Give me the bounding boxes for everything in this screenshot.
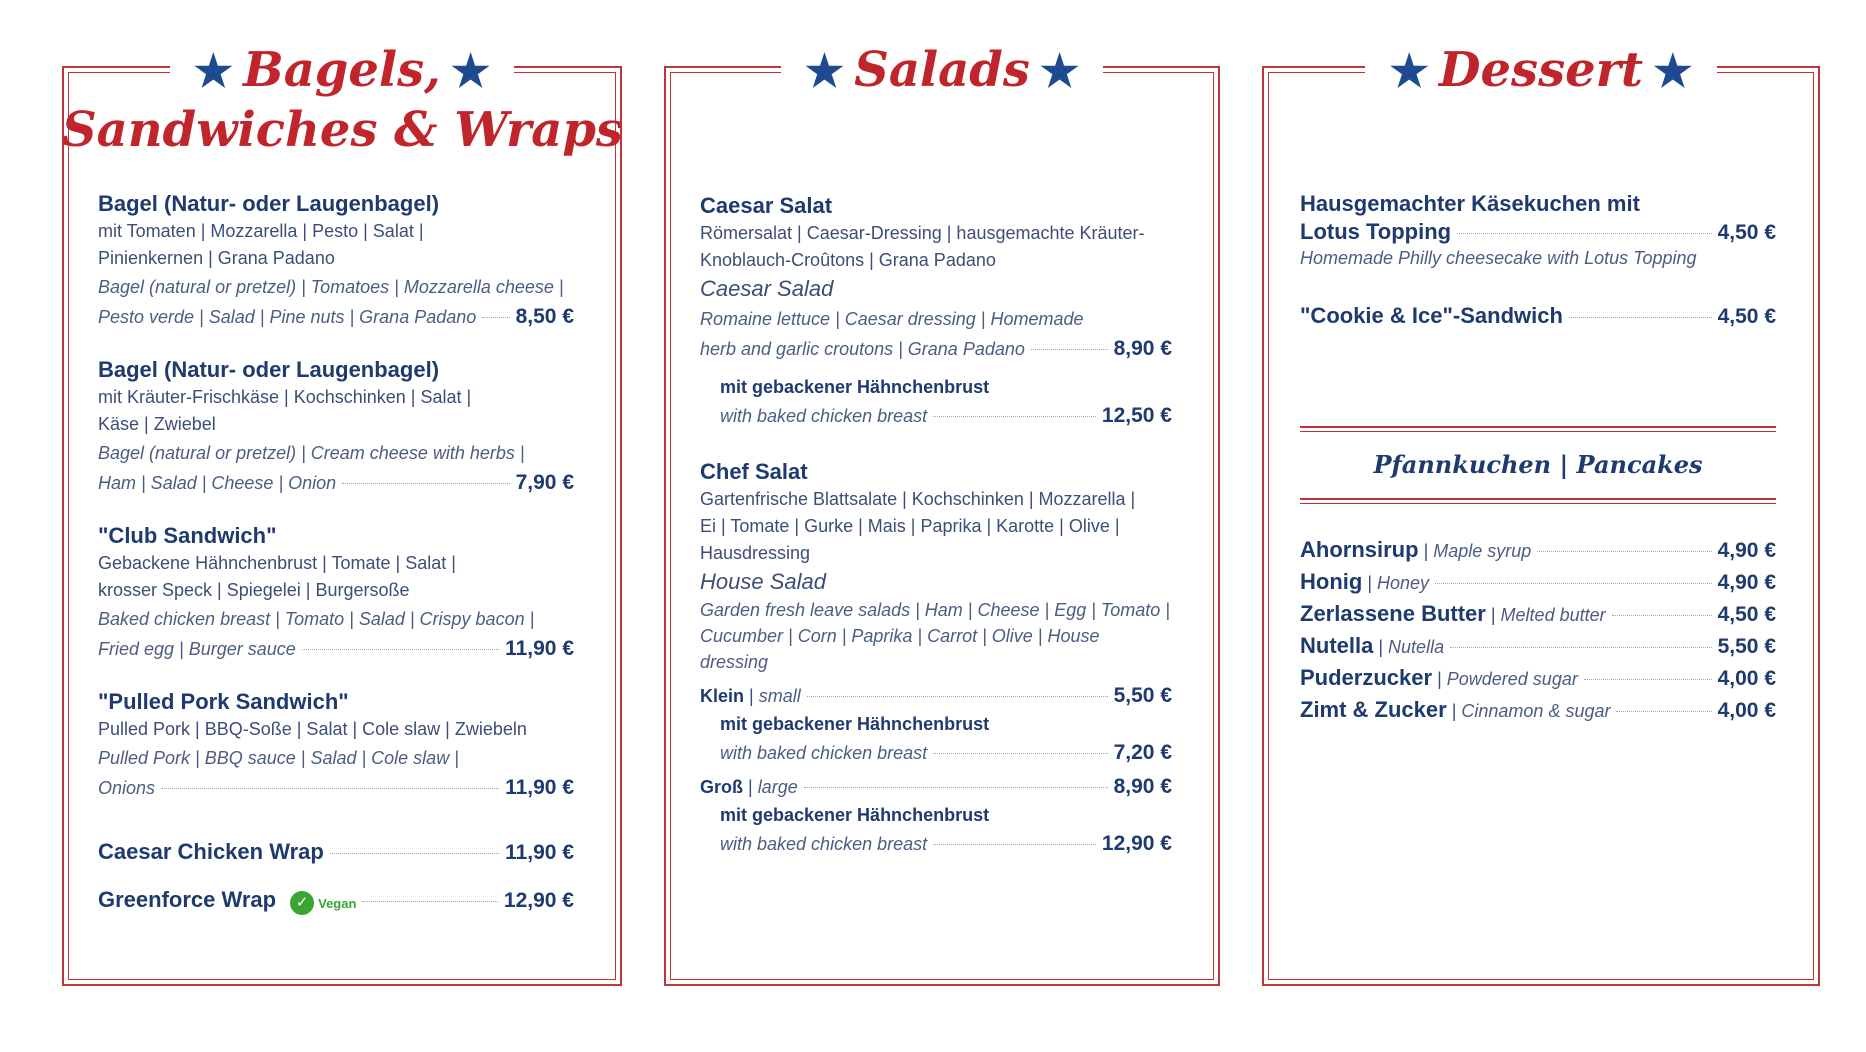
menu-item — [1300, 302, 1776, 330]
item-price: 4,00 € — [1717, 667, 1776, 690]
item-description-en: Fried egg | Burger sauce — [98, 639, 296, 659]
section-divider — [1300, 431, 1776, 432]
pancake-item — [1300, 632, 1776, 664]
dot-leader — [933, 753, 1107, 754]
salads-title-text: Salads — [854, 42, 1030, 98]
dot-leader — [161, 788, 499, 789]
item-price: 4,50 € — [1717, 305, 1776, 328]
dot-leader — [302, 649, 499, 650]
item-description-en: Ham | Salad | Cheese | Onion — [98, 473, 337, 493]
dot-leader — [1569, 317, 1712, 318]
item-description-de: Römersalat | Caesar-Dressing | hausgemachte Kräuter- — [700, 223, 1145, 243]
vegan-label: Vegan — [318, 895, 357, 911]
item-description-de: krosser Speck | Spiegelei | Burgersoße — [98, 580, 410, 600]
item-name: Nutella — [1300, 633, 1374, 658]
separator: | — [1362, 573, 1378, 593]
dessert-header — [1262, 42, 1820, 100]
item-description-de: Käse | Zwiebel — [98, 414, 216, 434]
addon-description-en: with baked chicken breast — [720, 743, 928, 763]
item-name: Ahornsirup — [1300, 537, 1419, 562]
item-description-en: Bagel (natural or pretzel) | Tomatoes | Mozzarella cheese | — [98, 277, 564, 297]
item-name: "Pulled Pork Sandwich" — [98, 689, 349, 714]
dot-leader — [1435, 583, 1712, 584]
dot-leader — [1031, 349, 1108, 350]
item-name-en: Powdered sugar — [1446, 669, 1578, 689]
menu-item — [98, 522, 574, 664]
section-divider — [1300, 503, 1776, 504]
dot-leader — [1537, 551, 1711, 552]
size-option — [700, 681, 1172, 711]
size-label: Klein — [700, 686, 745, 706]
addon-price: 12,90 € — [1101, 832, 1172, 855]
menu-item — [98, 190, 574, 332]
item-price: 4,50 € — [1717, 603, 1776, 626]
item-name: Caesar Salat — [700, 193, 833, 218]
item-name: Bagel (Natur- oder Laugenbagel) — [98, 357, 440, 382]
item-price: 5,50 € — [1717, 635, 1776, 658]
star-icon: ★ — [1653, 46, 1693, 97]
star-icon: ★ — [1039, 46, 1080, 97]
item-name: Zerlassene Butter — [1300, 601, 1486, 626]
item-name-en: Nutella — [1388, 637, 1445, 657]
item-description-en: Baked chicken breast | Tomato | Salad | Crispy bacon | — [98, 609, 535, 629]
item-name: Bagel (Natur- oder Laugenbagel) — [98, 191, 440, 216]
item-price: 7,90 € — [515, 471, 574, 494]
section-divider — [1300, 426, 1776, 428]
item-price: 8,90 € — [1113, 775, 1172, 798]
star-icon: ★ — [804, 46, 845, 97]
star-icon: ★ — [1389, 46, 1429, 97]
item-description-en: Cucumber | Corn | Paprika | Carrot | Olive | House dressing — [700, 626, 1100, 672]
dot-leader — [1616, 711, 1711, 712]
item-price: 4,90 € — [1717, 539, 1776, 562]
item-name-en: House Salad — [700, 569, 826, 594]
bagels-header — [62, 42, 622, 158]
item-price: 5,50 € — [1113, 684, 1172, 707]
item-price: 4,50 € — [1717, 221, 1776, 244]
vegan-check-icon: ✓ — [290, 891, 314, 915]
menu-item — [700, 458, 1172, 859]
pancake-item — [1300, 664, 1776, 696]
dessert-title-text: Dessert — [1438, 42, 1644, 98]
dot-leader — [933, 416, 1096, 417]
menu-item — [1300, 190, 1776, 270]
item-name: "Club Sandwich" — [98, 523, 277, 548]
dot-leader — [342, 483, 509, 484]
dot-leader — [1612, 615, 1712, 616]
star-icon: ★ — [450, 46, 491, 97]
item-description-de: mit Tomaten | Mozzarella | Pesto | Salat | — [98, 221, 424, 241]
item-name: Puderzucker — [1300, 665, 1433, 690]
size-label-en: small — [758, 686, 801, 706]
item-name-en: Cinnamon & sugar — [1461, 701, 1611, 721]
item-price: 8,50 € — [515, 305, 574, 328]
item-description-de: Gebackene Hähnchenbrust | Tomate | Salat | — [98, 553, 456, 573]
dot-leader — [804, 787, 1108, 788]
item-description-de: Knoblauch-Croûtons | Grana Padano — [700, 250, 996, 270]
separator: | — [1485, 605, 1501, 625]
separator: | — [1432, 669, 1447, 689]
dot-leader — [482, 317, 509, 318]
item-description-en: Bagel (natural or pretzel) | Cream cheese with herbs | — [98, 443, 525, 463]
separator: | — [1446, 701, 1462, 721]
pancake-item — [1300, 568, 1776, 600]
item-price: 12,90 € — [503, 889, 574, 912]
item-description-en: Homemade Philly cheesecake with Lotus Topping — [1300, 248, 1697, 268]
item-description-de: Pulled Pork | BBQ-Soße | Salat | Cole slaw | Zwiebeln — [98, 719, 527, 739]
item-price: 4,90 € — [1717, 571, 1776, 594]
dot-leader — [362, 901, 498, 902]
item-name: "Cookie & Ice"-Sandwich — [1300, 303, 1563, 328]
addon-name: mit gebackener Hähnchenbrust — [720, 377, 990, 397]
item-price: 4,00 € — [1717, 699, 1776, 722]
item-price: 11,90 € — [505, 841, 574, 864]
bagels-title — [184, 42, 501, 100]
dot-leader — [1584, 679, 1712, 680]
item-description-de: mit Kräuter-Frischkäse | Kochschinken | Salat | — [98, 387, 472, 407]
salads-header — [664, 42, 1220, 100]
item-name: Chef Salat — [700, 459, 808, 484]
item-name-en: Melted butter — [1500, 605, 1606, 625]
item-name: Zimt & Zucker — [1300, 697, 1447, 722]
menu-item — [98, 886, 574, 915]
addon-price: 7,20 € — [1113, 741, 1172, 764]
menu-item — [98, 838, 574, 866]
item-description-en: Garden fresh leave salads | Ham | Cheese | Egg | Tomato | — [700, 600, 1170, 620]
addon-name: mit gebackener Hähnchenbrust — [720, 805, 990, 825]
separator: | — [743, 777, 758, 797]
dot-leader — [330, 853, 499, 854]
dot-leader — [1450, 647, 1712, 648]
star-icon: ★ — [193, 46, 234, 97]
vegan-badge — [290, 891, 356, 915]
item-description-en: Onions — [98, 778, 156, 798]
size-label-en: large — [757, 777, 798, 797]
item-description-de: Gartenfrische Blattsalate | Kochschinken | Mozzarella | — [700, 489, 1136, 509]
item-description-en: herb and garlic croutons | Grana Padano — [700, 339, 1025, 359]
pancake-item — [1300, 536, 1776, 568]
item-name: Hausgemachter Käsekuchen mit — [1300, 191, 1640, 216]
pancakes-list — [1300, 536, 1776, 728]
dessert-panel — [1262, 42, 1820, 986]
size-label: Groß — [700, 777, 743, 797]
item-name: Caesar Chicken Wrap — [98, 839, 324, 864]
separator: | — [1418, 541, 1434, 561]
bagels-panel — [62, 42, 623, 986]
separator: | — [744, 686, 759, 706]
pancakes-heading: Pfannkuchen | Pancakes — [1373, 450, 1703, 479]
dot-leader — [1457, 233, 1712, 234]
addon-description-en: with baked chicken breast — [720, 406, 928, 426]
dot-leader — [807, 696, 1108, 697]
separator: | — [1373, 637, 1389, 657]
item-name-en: Caesar Salad — [700, 276, 834, 301]
item-price: 11,90 € — [505, 776, 574, 799]
salads-title — [795, 42, 1090, 100]
item-name-en: Maple syrup — [1433, 541, 1532, 561]
salads-panel — [664, 42, 1220, 986]
size-option — [700, 772, 1172, 802]
item-description-de: Pinienkernen | Grana Padano — [98, 248, 335, 268]
item-price: 8,90 € — [1113, 337, 1172, 360]
bagels-title-line2: Sandwiches & Wraps — [62, 102, 623, 158]
item-description-en: Pulled Pork | BBQ sauce | Salad | Cole slaw | — [98, 748, 459, 768]
item-price: 11,90 € — [505, 637, 574, 660]
item-name-en: Honey — [1377, 573, 1430, 593]
addon-description-en: with baked chicken breast — [720, 834, 928, 854]
menu-item — [98, 688, 574, 803]
item-name: Greenforce Wrap — [98, 887, 277, 912]
item-description-de: Hausdressing — [700, 543, 811, 563]
item-name: Lotus Topping — [1300, 219, 1452, 244]
dot-leader — [933, 844, 1096, 845]
item-description-de: Ei | Tomate | Gurke | Mais | Paprika | Karotte | Olive | — [700, 516, 1120, 536]
item-description-en: Pesto verde | Salad | Pine nuts | Grana Padano — [98, 307, 477, 327]
dessert-title — [1379, 42, 1702, 100]
item-description-en: Romaine lettuce | Caesar dressing | Homemade — [700, 309, 1084, 329]
item-name: Honig — [1300, 569, 1363, 594]
addon-price: 12,50 € — [1101, 404, 1172, 427]
menu-item — [98, 356, 574, 498]
addon-name: mit gebackener Hähnchenbrust — [720, 714, 990, 734]
bagels-title-line1: Bagels, — [243, 42, 441, 98]
menu-item — [700, 192, 1172, 431]
pancake-item — [1300, 696, 1776, 728]
pancake-item — [1300, 600, 1776, 632]
section-divider — [1300, 498, 1776, 500]
